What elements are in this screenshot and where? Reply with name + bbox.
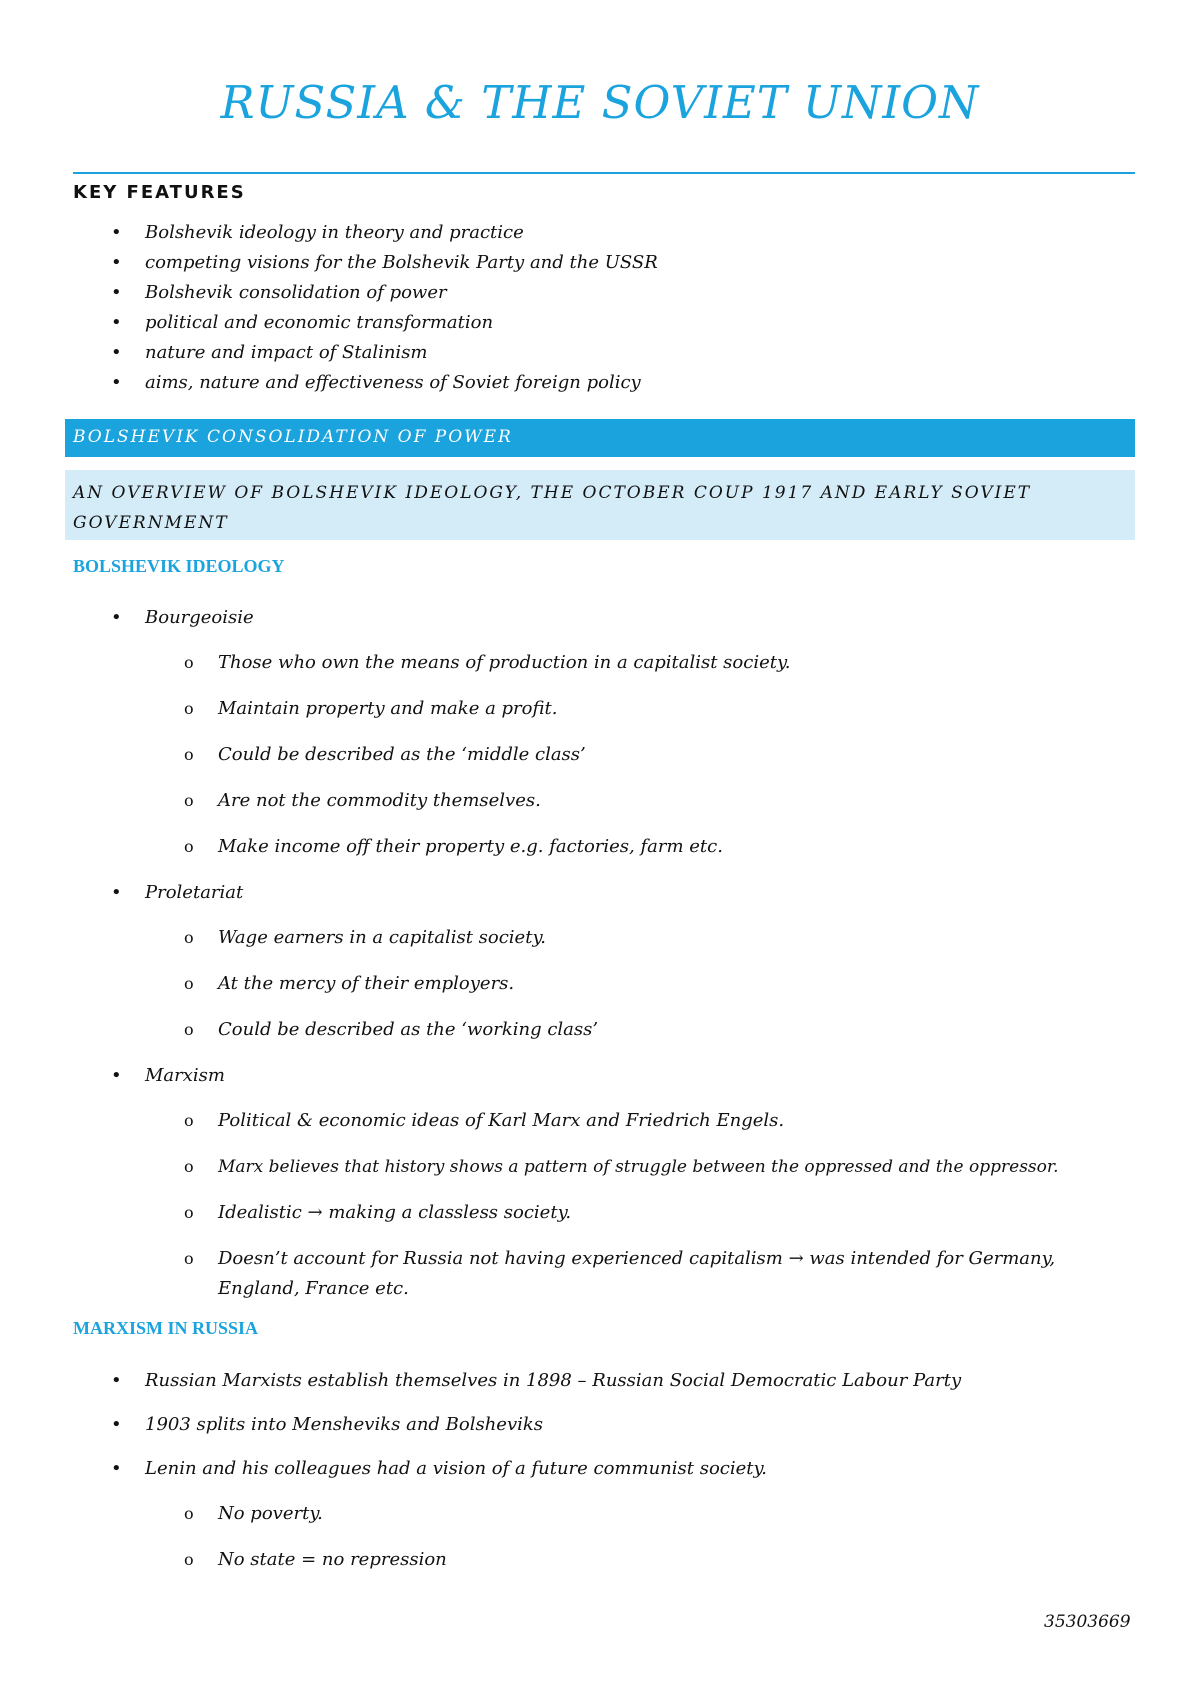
- overview-band-title: AN OVERVIEW OF BOLSHEVIK IDEOLOGY, THE OCTOBER COUP 1917 AND EARLY SOVIET GOVERNMENT: [73, 483, 1032, 533]
- sub-bullet-icon: o: [184, 837, 194, 856]
- bullet-icon: •: [111, 882, 122, 903]
- sub-bullet-icon: o: [184, 928, 194, 947]
- bullet-icon: •: [111, 222, 122, 243]
- section-band: [65, 419, 1135, 457]
- page-number: 35303669: [1044, 1612, 1131, 1632]
- ideology-heading: BOLSHEVIK IDEOLOGY: [73, 556, 285, 576]
- list-item: • political and economic transformation: [111, 312, 494, 333]
- bullet-icon: •: [111, 342, 122, 363]
- bullet-icon: •: [111, 252, 122, 273]
- bullet-icon: •: [111, 282, 122, 303]
- list-item: • aims, nature and effectiveness of Soviet foreign policy: [111, 372, 641, 393]
- bullet-icon: •: [111, 1458, 122, 1479]
- bullet-icon: •: [111, 1065, 122, 1086]
- sub-bullet-icon: o: [184, 1111, 194, 1130]
- document-page: RUSSIA & THE SOVIET UNION KEY FEATURES • Bolshevik ideology in theory and practice • competing visions for the Bolshevik Party and the USSR • Bolshevik consolidation of power • political and economic transformation • nature and impact of Stalinism • aims, nature and effectiveness of Soviet foreign policy BOLSHEVIK CONSOLIDATION OF POWER AN OVERVIEW OF BOLSHEVIK IDEOLOGY, THE OCTOBER COUP 1917 AND EARLY SOVIET GOVERNMENT BOLSHEVIK IDEOLOGY • Bourgeoisie o Those who own the means of production in a capitalist society. o Maintain property and make a profit. o Could be described as the ‘middle class’ o Are not the commodity themselves. o Make income off their property e.g. factories, farm etc. • Proletariat o Wage earners in a capitalist society. o At the mercy of their employers. o Could be described as the ‘working class’ • Marxism o Political & economic ideas of Karl Marx and Friedrich Engels. o Marx believes that history shows a pattern of struggle between the oppressed and the oppressor. o Idealistic → making a classless society. o Doesn’t account for Russia not having experienced capitalism → was intended for Germany, England, France etc. MARXISM IN RUSSIA • Russian Marxists establish themselves in 1898 – Russian Social Democratic Labour Party • 1903 splits into Mensheviks and Bolsheviks • Lenin and his colleagues had a vision of a future communist society. o No poverty. o No state = no repression 35303669: [0, 0, 1200, 1698]
- bullet-icon: •: [111, 1414, 122, 1435]
- sub-bullet-icon: o: [184, 1157, 194, 1176]
- sub-bullet-icon: o: [184, 974, 194, 993]
- bullet-icon: •: [111, 1370, 122, 1391]
- sub-bullet-icon: o: [184, 1203, 194, 1222]
- overview-band: [65, 470, 1135, 540]
- sub-bullet-icon: o: [184, 1550, 194, 1569]
- list-item: • nature and impact of Stalinism: [111, 342, 428, 363]
- sub-bullet-icon: o: [184, 1249, 194, 1268]
- page-title: RUSSIA & THE SOVIET UNION: [220, 76, 980, 129]
- sub-bullet-icon: o: [184, 699, 194, 718]
- bullet-icon: •: [111, 372, 122, 393]
- sub-bullet-icon: o: [184, 791, 194, 810]
- list-item: • competing visions for the Bolshevik Party and the USSR: [111, 252, 658, 273]
- sub-bullet-icon: o: [184, 1020, 194, 1039]
- list-item: • Bolshevik consolidation of power: [111, 282, 447, 303]
- bullet-icon: •: [111, 607, 122, 628]
- key-features-list: [73, 221, 658, 401]
- list-item: • Bolshevik ideology in theory and practice: [111, 222, 524, 243]
- bullet-icon: •: [111, 312, 122, 333]
- key-features-heading: KEY FEATURES: [73, 182, 246, 203]
- title-underline: [73, 172, 1135, 174]
- section-band-title: BOLSHEVIK CONSOLIDATION OF POWER: [73, 427, 513, 447]
- sub-bullet-icon: o: [184, 745, 194, 764]
- sub-bullet-icon: o: [184, 1504, 194, 1523]
- marxism-in-russia-heading: MARXISM IN RUSSIA: [73, 1318, 259, 1338]
- sub-bullet-icon: o: [184, 653, 194, 672]
